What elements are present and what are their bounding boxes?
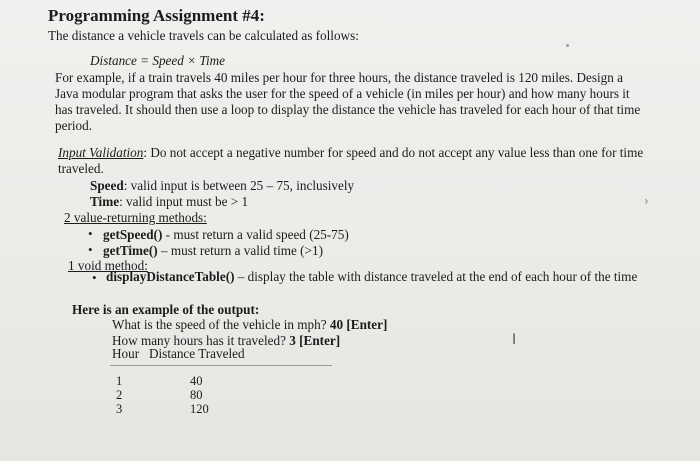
chevron-right-icon: › [644, 194, 649, 208]
gettime-method-name: getTime() [103, 243, 158, 258]
bullet-icon: • [88, 226, 93, 241]
intro-text: The distance a vehicle travels can be calculated as follows: [48, 28, 359, 43]
displaydistancetable-method-name: displayDistanceTable() [106, 269, 235, 284]
table-divider [110, 365, 332, 366]
speed-label: Speed [90, 178, 124, 193]
time-label: Time [90, 194, 120, 209]
displaydistancetable-desc: – display the table with distance traveled at the end of each hour of the time [234, 269, 638, 284]
assignment-title: Programming Assignment #4: [48, 6, 265, 25]
prompt-speed-text: What is the speed of the vehicle in mph? [112, 317, 330, 332]
paragraph-line: period. [55, 118, 92, 133]
paragraph-line: For example, if a train travels 40 miles per hour for three hours, the distance traveled is 120 miles. Design a [55, 70, 623, 85]
table-row-distance: 80 [190, 388, 203, 402]
value-returning-heading: 2 value-returning methods: [64, 210, 207, 225]
distance-formula: Distance = Speed × Time [90, 53, 225, 68]
bullet-icon: • [92, 270, 97, 285]
text-cursor-icon: I [512, 332, 517, 348]
displaydistancetable-item [106, 269, 637, 285]
input-validation-line [58, 145, 643, 161]
speed-rule [90, 178, 354, 194]
getspeed-item [103, 227, 349, 243]
paragraph-line: Java modular program that asks the user for the speed of a vehicle (in miles per hour) and how many hours it [55, 86, 630, 101]
table-row-hour: 3 [116, 402, 123, 416]
paragraph-line: has traveled. It should then use a loop to display the distance the vehicle has traveled for each hour of that time [55, 102, 641, 117]
prompt-hours-text: How many hours has it traveled? [112, 333, 290, 348]
getspeed-method-name: getSpeed() [103, 227, 163, 242]
gettime-item [103, 243, 323, 259]
prompt-hours-answer: 3 [Enter] [289, 333, 341, 348]
table-row-distance: 120 [190, 402, 209, 416]
speck-mark [566, 44, 569, 47]
table-row-distance: 40 [190, 374, 203, 388]
input-validation-label: Input Validation [58, 145, 144, 160]
bullet-icon: • [88, 242, 93, 257]
gettime-desc: – must return a valid time (>1) [157, 243, 323, 258]
speed-rule-text: : valid input is between 25 – 75, inclusively [123, 178, 355, 193]
input-validation-text: : Do not accept a negative number for speed and do not accept any value less than one for time [143, 145, 644, 160]
input-validation-text-cont: traveled. [58, 161, 104, 176]
table-header: Hour Distance Traveled [112, 346, 245, 361]
prompt-speed-answer: 40 [Enter] [329, 317, 388, 332]
table-row-hour: 2 [116, 388, 123, 402]
time-rule [90, 194, 248, 210]
getspeed-desc: - must return a valid speed (25-75) [162, 227, 349, 242]
void-method-heading: 1 void method: [68, 258, 148, 273]
prompt-speed [112, 317, 387, 333]
table-row-hour: 1 [116, 374, 123, 388]
time-rule-text: : valid input must be > 1 [119, 194, 249, 209]
example-heading: Here is an example of the output: [72, 302, 260, 317]
